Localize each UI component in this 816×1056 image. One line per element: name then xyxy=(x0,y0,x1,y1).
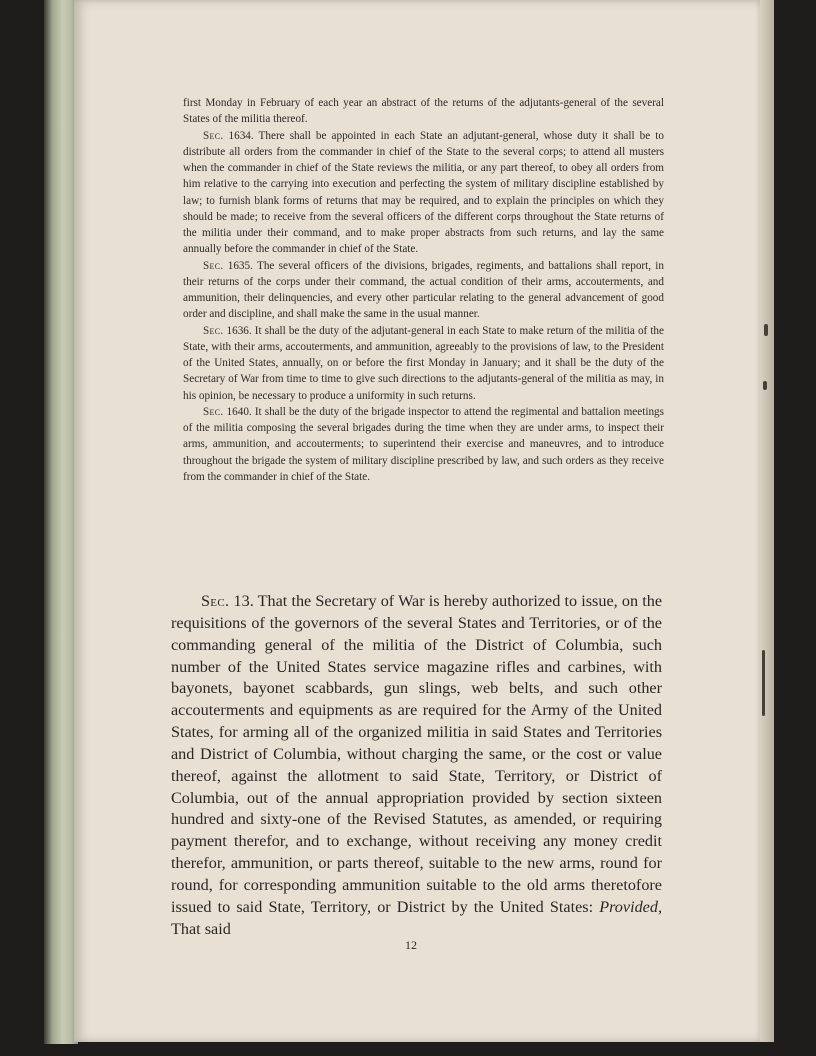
section-1634 xyxy=(183,128,664,258)
proviso-word: Provided, xyxy=(599,897,663,916)
section-number: 13. xyxy=(233,592,254,610)
section-text: There shall be appointed in each State an adjutant-general, whose duty it shall be to distribute all orders from the commander in chief of the State to the several corps; to attend all musters when the commander in chief of the State reviews the militia, or any part thereof, to obey all orders from him relative to the carrying into execution and perfecting the system of military discipline established by law; to furnish blank forms of returns that may be required, and to explain the principles on which they should be made; to receive from the several officers of the different corps throughout the State returns of the militia under their command, and to make proper abstracts from such returns, and lay the same annually before the commander in chief of the State. xyxy=(183,129,664,256)
section-label: Sec. xyxy=(203,259,224,272)
section-text: It shall be the duty of the adjutant-general in each State to make return of the militia of the State, with their arms, accouterments, and ammunition, agreeably to the provisions of law, to the President of the United States, annually, on or before the first Monday in January; and it shall be the duty of the Secretary of War from time to time to give such directions to the adjutants-general of the militia as may, in his opinion, be necessary to produce a uniformity in such returns. xyxy=(183,324,664,402)
section-number: 1640. xyxy=(226,405,252,418)
section-number: 1636. xyxy=(226,324,252,337)
section-number: 1635. xyxy=(227,259,253,272)
margin-mark xyxy=(763,381,767,390)
section-text: It shall be the duty of the brigade inspector to attend the regimental and battalion meetings of the militia composing the several brigades during the time when they are under arms, to inspect their arms, ammunition, and accouterments; to superintend their exercise and maneuvres, and to introduce throughout the brigade the system of military discipline prescribed by law, and such orders as they receive from the commander in chief of the State. xyxy=(183,405,665,483)
section-label: Sec. xyxy=(201,592,230,610)
page-number: 12 xyxy=(405,938,417,952)
section-tail: That said xyxy=(171,919,231,938)
section-label: Sec. xyxy=(203,405,224,418)
section-label: Sec. xyxy=(203,324,224,337)
section-13 xyxy=(171,591,662,941)
section-1635 xyxy=(183,258,664,323)
section-1640 xyxy=(183,404,664,485)
section-number: 1634. xyxy=(228,129,254,142)
main-section xyxy=(171,591,662,941)
section-text: The several officers of the divisions, brigades, regiments, and battalions shall report, in their returns of the corps under their command, the actual condition of their arms, accouterments, and ammunition, their delinquencies, and every other particular relating to the general advancement of good order and discipline, and shall make the same in the usual manner. xyxy=(183,259,665,321)
margin-mark xyxy=(764,324,768,336)
page-right-edge xyxy=(760,0,774,1042)
section-1636 xyxy=(183,323,664,404)
book-spine-edge xyxy=(44,0,78,1044)
margin-clip xyxy=(762,650,765,716)
section-text: That the Secretary of War is hereby authorized to issue, on the requisitions of the governors of the several States and Territories, or of the commanding general of the militia of the District of Columbia, such number of the United States service magazine rifles and carbines, with bayonets, bayonet scabbards, gun slings, web belts, and such other accouterments and equipments as are required for the Army of the United States, for arming all of the organized militia in said States and Territories and District of Columbia, without charging the same, or the cost or value thereof, against the allotment to said State, Territory, or District of Columbia, out of the annual appropriation provided by section sixteen hundred and sixty-one of the Revised Statutes, as amended, or requiring payment therefor, and to exchange, without receiving any money credit therefor, ammunition, or parts thereof, suitable to the new arms, round for round, for corresponding ammunition suitable to the old arms theretofore issued to said State, Territory, or District by the United States: xyxy=(171,592,663,916)
statute-excerpt xyxy=(183,95,664,485)
continued-paragraph: first Monday in February of each year an abstract of the returns of the adjutants-general of the several States of the militia thereof. xyxy=(183,97,664,126)
section-label: Sec. xyxy=(203,129,224,142)
